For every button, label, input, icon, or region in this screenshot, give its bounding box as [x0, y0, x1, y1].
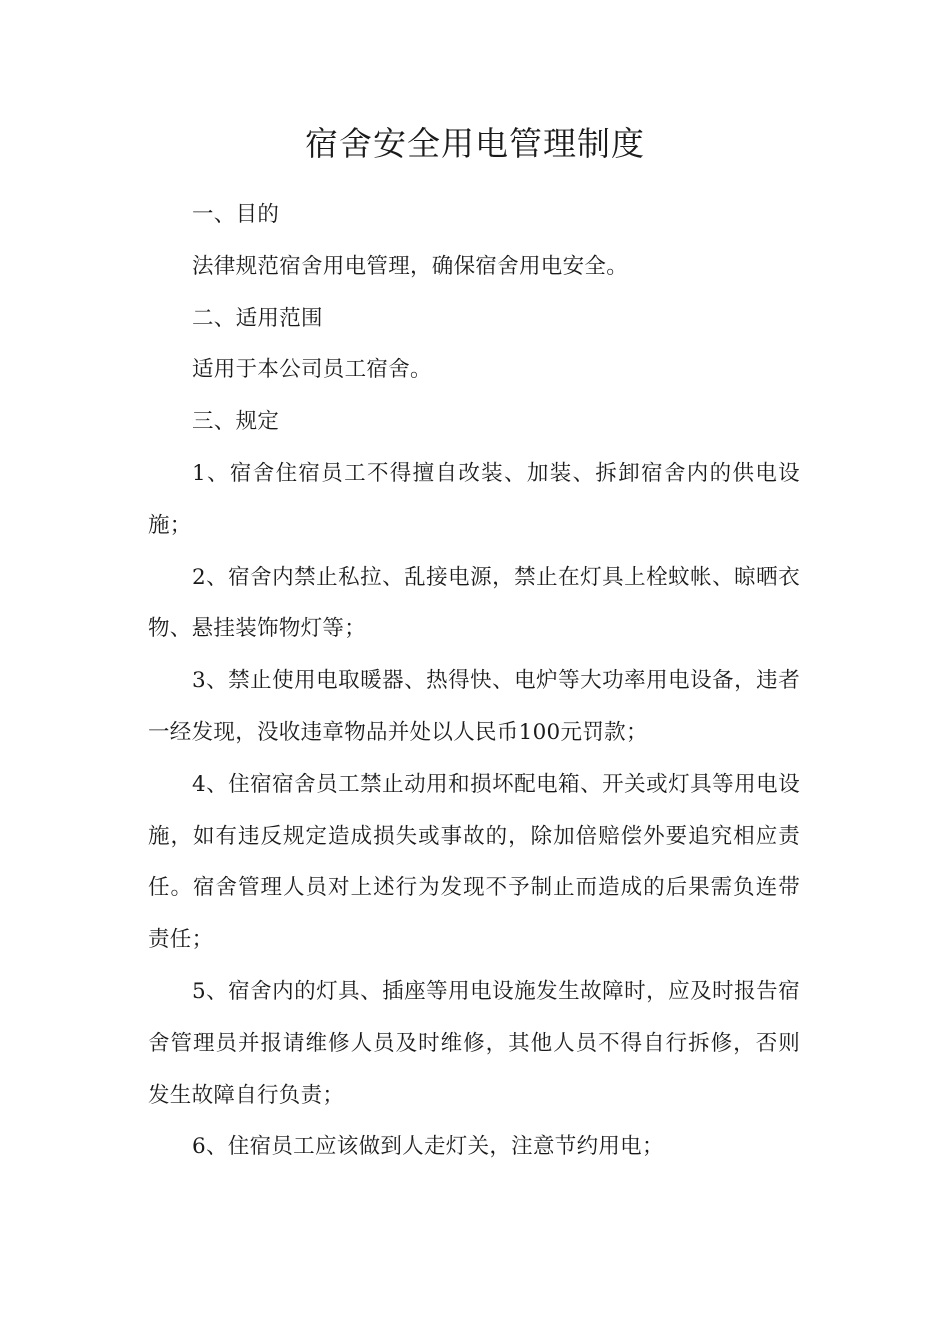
- rule-item-5: 5、宿舍内的灯具、插座等用电设施发生故障时，应及时报告宿舍管理员并报请维修人员及时维修，其他人员不得自行拆修，否则发生故障自行负责；: [148, 978, 800, 1108]
- section-heading-rules: 三、规定: [192, 409, 280, 435]
- purpose-text: 法律规范宿舍用电管理，确保宿舍用电安全。: [192, 253, 629, 279]
- rule-item-2: 2、宿舍内禁止私拉、乱接电源，禁止在灯具上栓蚊帐、晾晒衣物、悬挂装饰物灯等；: [148, 564, 800, 642]
- rule-item-3: 3、禁止使用电取暖器、热得快、电炉等大功率用电设备，违者一经发现，没收违章物品并处以人民币100元罚款；: [148, 668, 800, 745]
- rule-item-6: 6、住宿员工应该做到人走灯关，注意节约用电；: [192, 1134, 664, 1160]
- document-title: 宿舍安全用电管理制度: [305, 124, 645, 163]
- document-body: [148, 189, 800, 1173]
- rule-item-4: 4、住宿宿舍员工禁止动用和损坏配电箱、开关或灯具等用电设施，如有违反规定造成损失或事故的，除加倍赔偿外要追究相应责任。宿舍管理人员对上述行为发现不予制止而造成的后果需负连带责任；: [148, 771, 800, 953]
- scope-text: 适用于本公司员工宿舍。: [192, 357, 432, 383]
- rule-item-1: 1、宿舍住宿员工不得擅自改装、加装、拆卸宿舍内的供电设施；: [148, 460, 800, 538]
- section-heading-scope: 二、适用范围: [192, 305, 323, 331]
- section-heading-purpose: 一、目的: [192, 202, 280, 227]
